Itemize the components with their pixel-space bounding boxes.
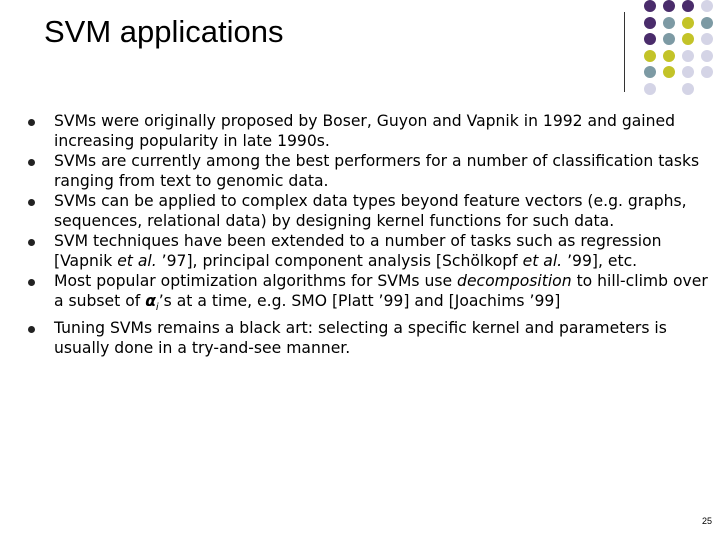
bullet-text-segment: et al. <box>522 252 563 270</box>
decorative-dot <box>644 0 656 12</box>
decorative-dot <box>701 17 713 29</box>
page-number: 25 <box>701 516 712 526</box>
decorative-dot <box>682 33 694 45</box>
decorative-dot <box>682 66 694 78</box>
decorative-dot <box>701 0 713 12</box>
decorative-dot <box>644 33 656 45</box>
bullet-text-segment: ’99], etc. <box>562 252 638 270</box>
decorative-dot <box>644 66 656 78</box>
decorative-dot <box>644 50 656 62</box>
bullet-text-segment: SVMs were originally proposed by Boser, Guyon and Vapnik in 1992 and gained increasing popularity in late 1990s. <box>54 112 676 150</box>
bullet-text-segment: Most popular optimization algorithms for SVMs use <box>54 272 458 290</box>
decorative-dot <box>663 17 675 29</box>
bullet-dot-icon <box>28 239 35 246</box>
decorative-dot <box>663 66 675 78</box>
slide-title: SVM applications <box>44 14 284 49</box>
bullet-text-segment: to hill-climb over a subset of <box>54 272 708 310</box>
bullet-dot-icon <box>28 279 35 286</box>
decorative-dot <box>701 66 713 78</box>
bullet-item <box>28 191 710 231</box>
decorative-dot <box>701 50 713 62</box>
bullet-dot-icon <box>28 159 35 166</box>
decorative-dot <box>663 0 675 12</box>
bullet-dot-icon <box>28 199 35 206</box>
bullet-text-segment: decomposition <box>457 272 572 290</box>
decorative-dot <box>682 50 694 62</box>
decorative-dot <box>701 33 713 45</box>
decorative-dot-grid <box>640 0 720 106</box>
bullet-text-segment: i <box>155 302 159 314</box>
decorative-dot <box>644 17 656 29</box>
bullet-text-segment: SVM techniques have been extended to a number of tasks such as regression [Vapnik <box>54 232 662 270</box>
decorative-dot <box>663 33 675 45</box>
bullet-text-segment: Tuning SVMs remains a black art: selecting a specific kernel and parameters is usually done in a try-and-see manner. <box>54 319 667 358</box>
decorative-dot <box>682 17 694 29</box>
bullet-text-segment: ’97], principal component analysis [Schölkopf <box>156 252 523 270</box>
decorative-divider <box>624 12 625 92</box>
bullet-list <box>28 111 710 358</box>
bullet-dot-icon <box>28 119 35 126</box>
bullet-item <box>28 111 710 151</box>
bullet-item <box>28 151 710 191</box>
bullet-item <box>28 231 710 271</box>
decorative-dot <box>663 50 675 62</box>
bullet-item <box>28 271 710 318</box>
decorative-dot <box>682 83 694 95</box>
bullet-text-segment: SVMs are currently among the best performers for a number of classification tasks ranging from text to genomic data. <box>54 152 700 190</box>
decorative-dot <box>682 0 694 12</box>
bullet-text-segment: SVMs can be applied to complex data types beyond feature vectors (e.g. graphs, sequences, relational data) by designing kernel functions for such data. <box>54 192 687 230</box>
decorative-dot <box>644 83 656 95</box>
bullet-text-segment: α <box>145 292 156 310</box>
bullet-text-segment: ’s at a time, e.g. SMO [Platt ’99] and [Joachims ’99] <box>158 292 561 310</box>
bullet-item <box>28 318 710 358</box>
bullet-text-segment: et al. <box>117 252 157 270</box>
bullet-dot-icon <box>28 326 35 333</box>
